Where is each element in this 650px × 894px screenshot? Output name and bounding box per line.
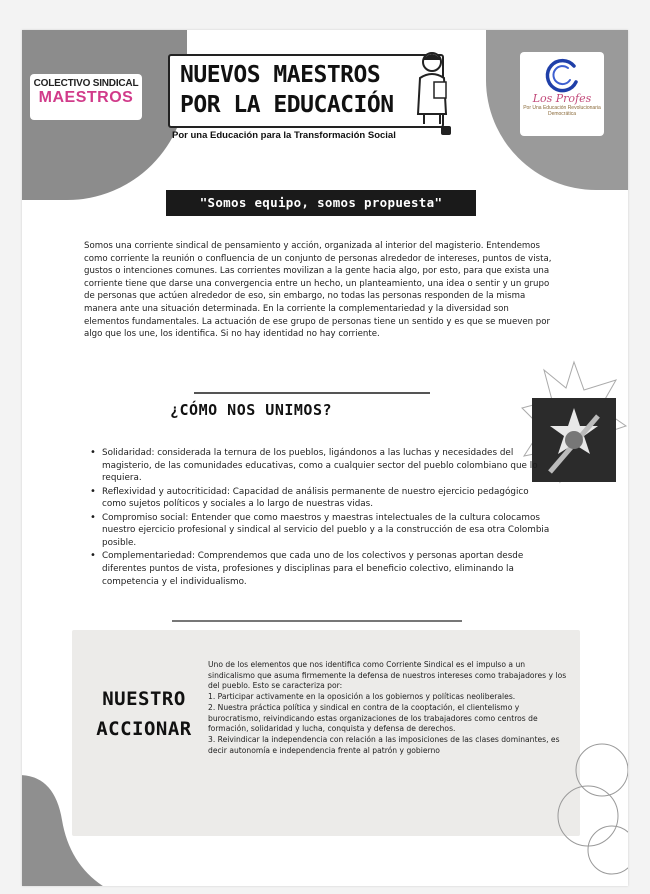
decorative-bottom-shape [22, 750, 132, 886]
divider-bottom [172, 620, 462, 622]
main-title-box [168, 54, 444, 128]
accionar-point-2: 2. Nuestra práctica política y sindical en contra de la cooptación, el clientelismo y burocratismo, reivindicando estas organizaciones de los trabajadores como centros de formación, solidaridad y lucha, conquista y defensa de derechos. [208, 702, 538, 734]
accionar-heading-line2: ACCIONAR [96, 718, 192, 740]
logo-right-tagline: Por Una Educación Revolucionaria Democrática [523, 105, 601, 117]
intro-paragraph: Somos una corriente sindical de pensamiento y acción, organizada al interior del magisterio. Entendemos como corriente la reunión o confluencia de un conjunto de personas alrededor de intereses, puntos de vista, gustos o intenciones comunes. Las corrientes movilizan a la gente hacia algo, por esto, para que exista una corriente tiene que darse una convergencia entre un hecho, un planteamiento, una idea o sentir y un grupo de personas que actúen alrededor de eso, sin embargo, no todas las personas responden de la misma manera ante una situación determinada. En la corriente la complementariedad y la diversidad son elementos fundamentales. La actuación de ese grupo de personas tiene un sentido y es que se mueven por algo que los une, los identifica. Si no hay identidad no hay corriente. [84, 241, 552, 340]
accionar-intro: Uno de los elementos que nos identifica como Corriente Sindical es el impulso a un sindicalismo que asuma firmemente la defensa de nuestros intereses como trabajadores y los del pueblo. Esto se caracteriza por: [208, 660, 567, 691]
list-item: • Compromiso social: Entender que como maestros y maestras intelectuales de la cultura colocamos nuestro ejercicio profesional y sindical al servicio del pueblo y a la construcción de esa otra Colombia posible. [90, 512, 550, 550]
los-profes-logo [520, 52, 604, 136]
accionar-heading-line1: NUESTRO [102, 688, 186, 710]
accionar-point-3: 3. Reivindicar la independencia con relación a las imposiciones de las clases dominantes, es decir autonomía e independencia frente al patrón y gobierno [208, 734, 560, 755]
logo-left-line1: COLECTIVO SINDICAL [33, 78, 139, 89]
list-item: • Solidaridad: considerada la ternura de los pueblos, ligándonos a las luchas y necesidades del magisterio, de las comunidades educativas, como a cualquier sector del pueblo colombiano que lo requiera. [90, 447, 550, 485]
flyer-page [22, 30, 628, 886]
accionar-point-1: 1. Participar activamente en la oposición a los gobiernos y políticas neoliberales. [208, 692, 516, 702]
book-icon [441, 126, 451, 135]
teacher-illustration-icon [412, 48, 452, 126]
list-item: • Complementariedad: Comprendemos que cada uno de los colectivos y personas aportan desde diferentes puntos de vista, profesiones y disciplinas para el beneficio colectivo, eliminando la competencia y el individualismo. [90, 550, 550, 588]
title-line1: NUEVOS MAESTROS [180, 62, 381, 88]
logo-right-name: Los Profes [532, 92, 592, 105]
accionar-text [208, 660, 568, 756]
como-bullet-list [90, 447, 550, 589]
divider-top [194, 392, 430, 394]
logo-left-line2: MAESTROS [38, 89, 134, 106]
nuestro-accionar-heading [84, 684, 204, 744]
logo-ring-icon [544, 58, 580, 94]
colectivo-sindical-logo [30, 74, 142, 120]
como-nos-unimos-heading: ¿CÓMO NOS UNIMOS? [170, 401, 333, 419]
title-line2: POR LA EDUCACIÓN [180, 92, 394, 118]
list-item: • Reflexividad y autocriticidad: Capacidad de análisis permanente de nuestro ejercicio pedagógico como sujetos políticos y sociales a lo largo de nuestras vidas. [90, 486, 550, 511]
slogan-banner: "Somos equipo, somos propuesta" [166, 190, 476, 216]
page-subtitle: Por una Educación para la Transformación Social [172, 130, 396, 141]
